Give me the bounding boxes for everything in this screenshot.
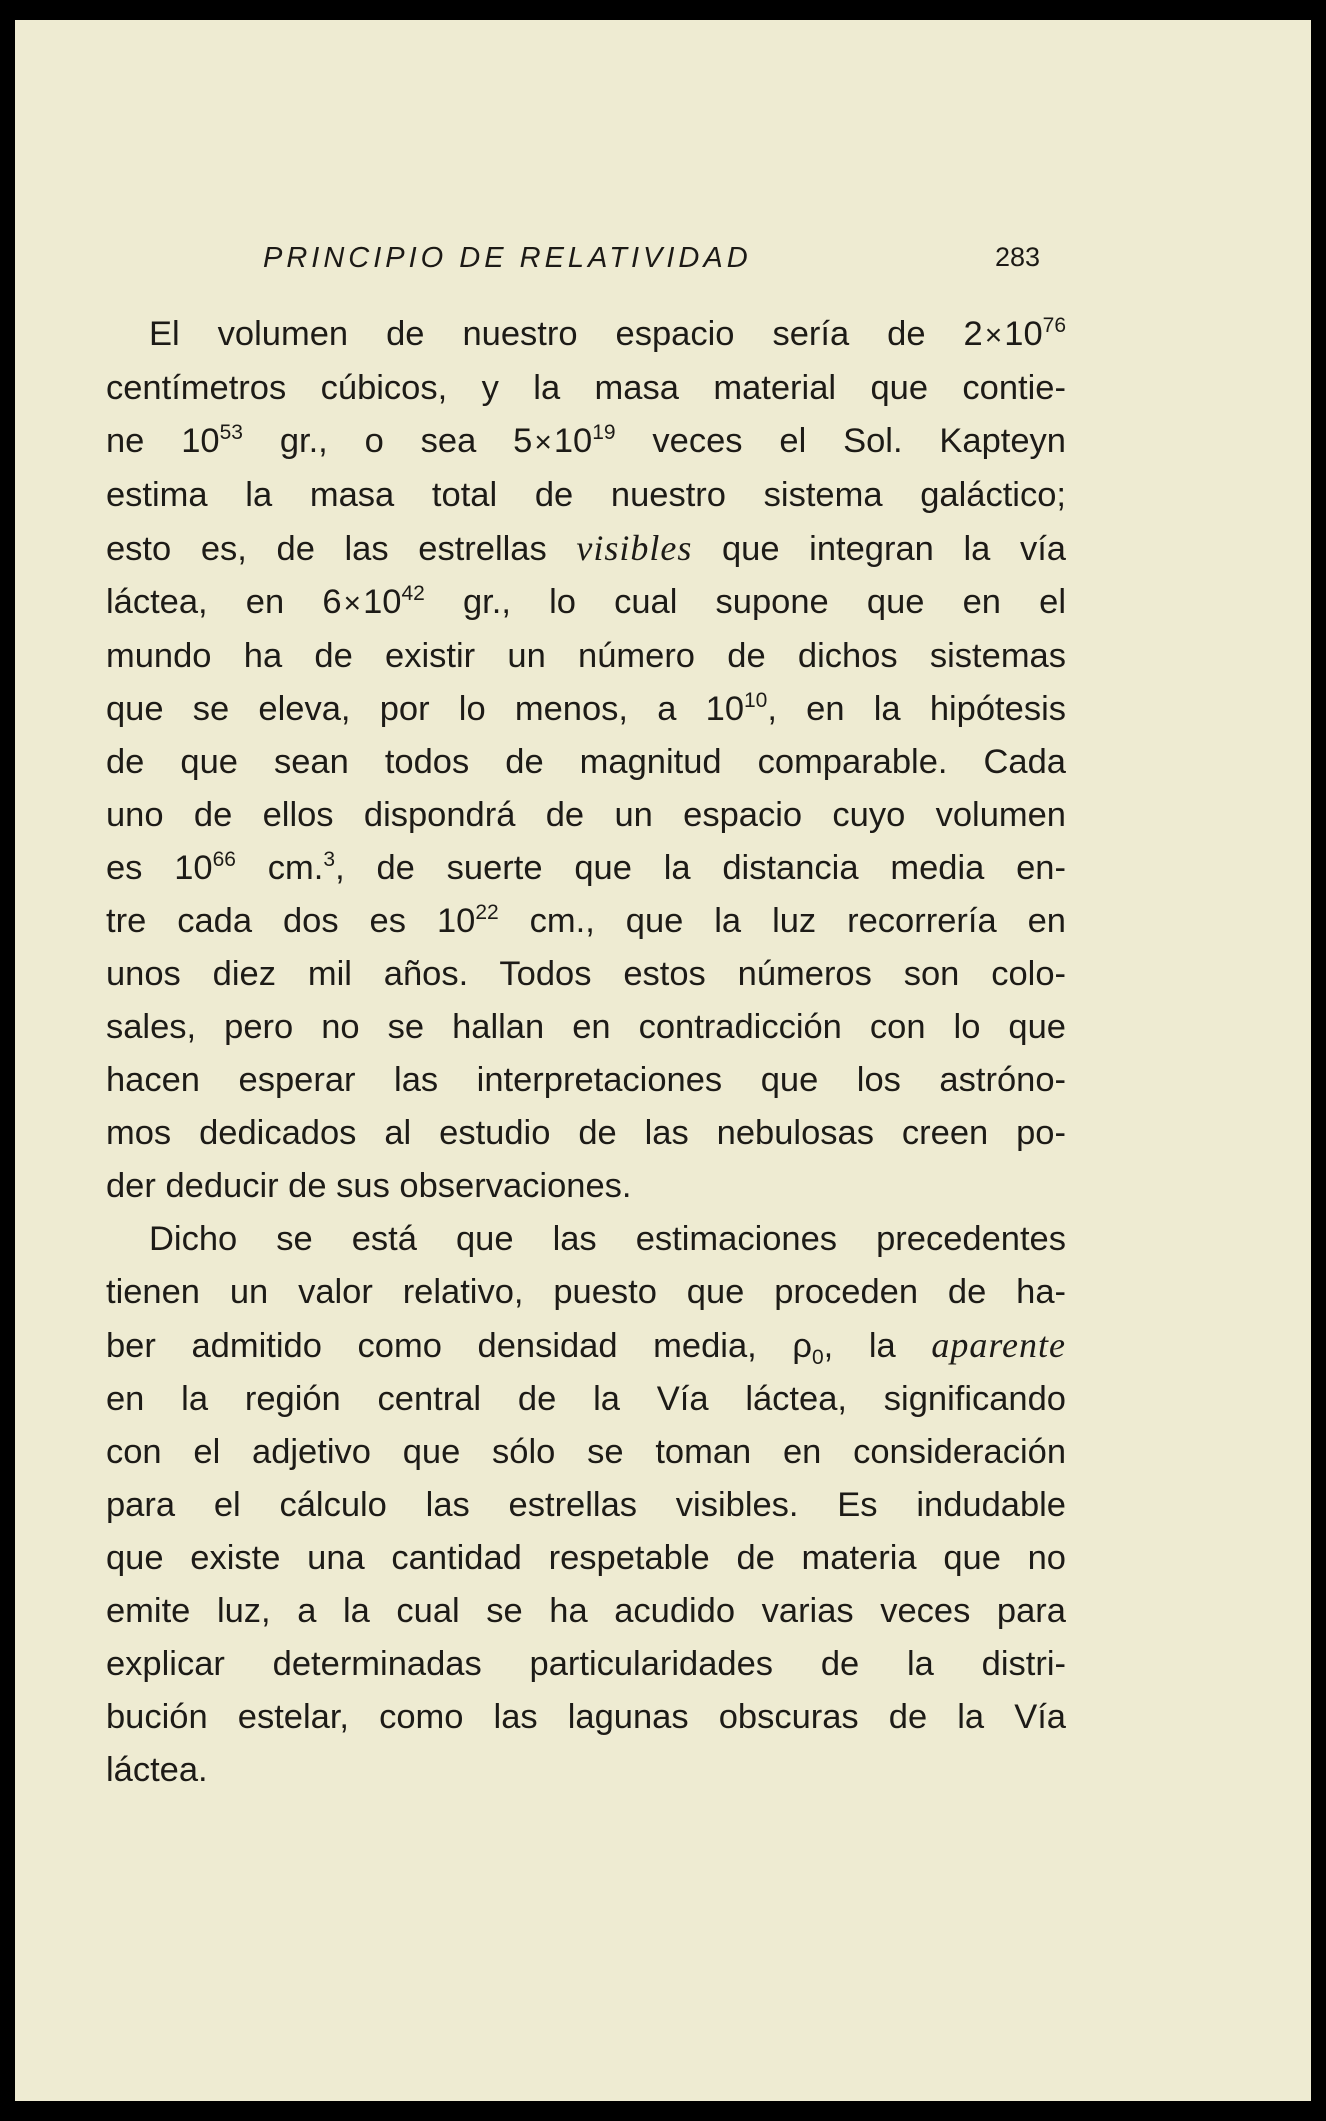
text-line: con el adjetivo que sólo se toman en consideración — [106, 1433, 1066, 1471]
text-line: centímetros cúbicos, y la masa material que contie- — [106, 369, 1066, 407]
text-line: unos diez mil años. Todos estos números son colo- — [106, 955, 1066, 993]
page-header — [15, 242, 1311, 286]
text-line: que se eleva, por lo menos, a $10^{10}$, en la hipótesis — [106, 689, 1066, 728]
book-page — [15, 20, 1311, 2101]
italic-word: visibles — [576, 528, 693, 568]
text-line: en la región central de la Vía láctea, significando — [106, 1380, 1066, 1418]
text-line: sales, pero no se hallan en contradicción con lo que — [106, 1008, 1066, 1046]
text-line: es $10^{66}$ cm.$^3$, de suerte que la distancia media en- — [106, 848, 1066, 887]
text-line: tre cada dos es $10^{22}$ cm., que la luz recorrería en — [106, 901, 1066, 940]
text-line: explicar determinadas particularidades de la distri- — [106, 1645, 1066, 1683]
paragraph-1 — [106, 308, 1066, 1213]
body-text — [106, 308, 1066, 1797]
text-line: mos dedicados al estudio de las nebulosas creen po- — [106, 1114, 1066, 1152]
text-line: uno de ellos dispondrá de un espacio cuyo volumen — [106, 796, 1066, 834]
italic-word: aparente — [931, 1325, 1067, 1365]
text-line: para el cálculo las estrellas visibles. Es indudable — [106, 1486, 1066, 1524]
text-line: emite luz, a la cual se ha acudido varias veces para — [106, 1592, 1066, 1630]
text-line: bución estelar, como las lagunas obscuras de la Vía — [106, 1698, 1066, 1736]
text-line: mundo ha de existir un número de dichos sistemas — [106, 637, 1066, 675]
text-line: tienen un valor relativo, puesto que proceden de ha- — [106, 1273, 1066, 1311]
running-title: PRINCIPIO DE RELATIVIDAD — [263, 242, 752, 274]
text-line: El volumen de nuestro espacio sería de $2\times 10^{76}$ — [149, 314, 1066, 353]
text-line: ne $10^{53}$ gr., o sea $5\times 10^{19}$ veces el Sol. Kapteyn — [106, 421, 1066, 460]
text-line: láctea, en $6\times 10^{42}$ gr., lo cual supone que en el — [106, 582, 1067, 621]
text-line: ber admitido como densidad media, $\rho_0$, la aparente — [106, 1325, 1067, 1369]
text-line: Dicho se está que las estimaciones precedentes — [149, 1220, 1066, 1258]
text-line: esto es, de las estrellas visibles que integran la vía — [106, 528, 1066, 568]
text-line: estima la masa total de nuestro sistema galáctico; — [106, 476, 1066, 514]
times-symbol: × — [534, 426, 552, 459]
text-line: de que sean todos de magnitud comparable. Cada — [106, 743, 1066, 781]
text-line: hacen esperar las interpretaciones que los astróno- — [106, 1061, 1066, 1099]
text-line: láctea. — [106, 1751, 208, 1789]
paragraph-2 — [106, 1213, 1066, 1797]
text-line: que existe una cantidad respetable de materia que no — [106, 1539, 1066, 1577]
times-symbol: × — [343, 587, 362, 620]
page-number: 283 — [995, 242, 1041, 272]
text-line: der deducir de sus observaciones. — [106, 1167, 632, 1205]
times-symbol: × — [984, 319, 1003, 352]
